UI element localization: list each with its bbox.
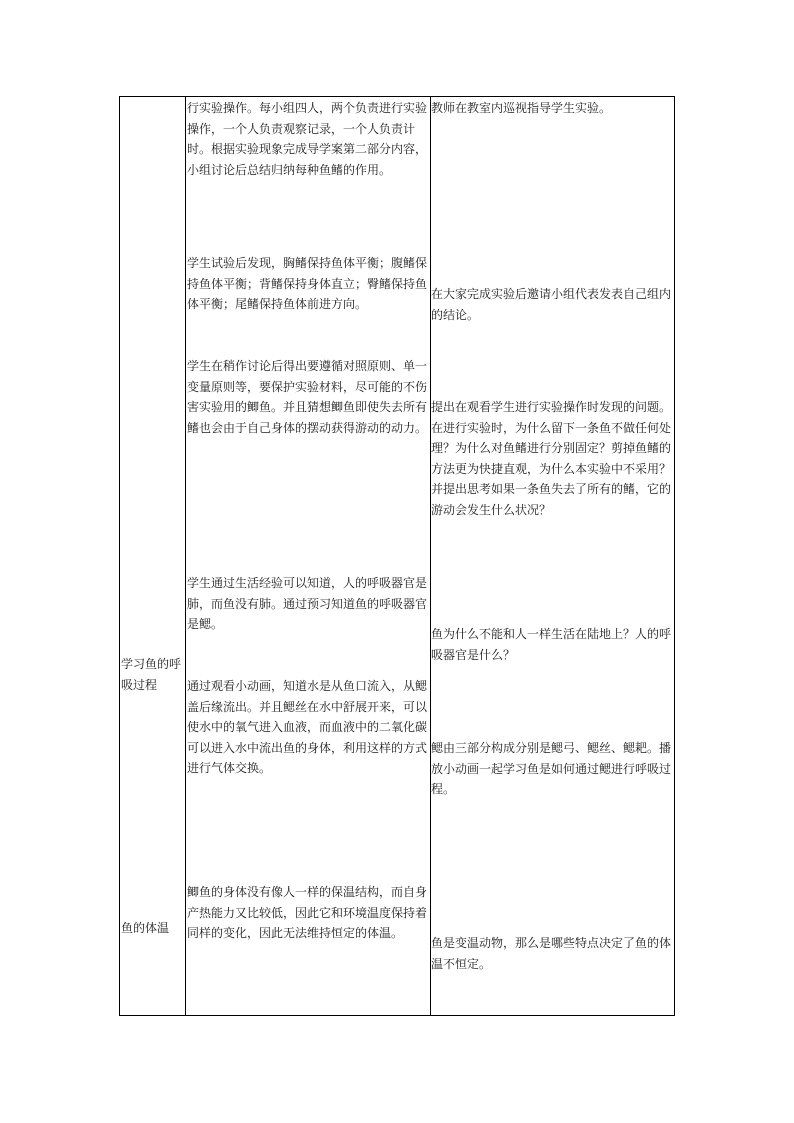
column-divider-2 — [430, 97, 431, 1015]
student-activity-text: 学生通过生活经验可以知道，人的呼吸器官是肺，而鱼没有肺。通过预习知道鱼的呼吸器官是鳃。 — [187, 576, 428, 631]
lesson-plan-table — [119, 96, 675, 1016]
section-title-respiration: 学习鱼的呼吸过程 — [121, 657, 182, 692]
student-activity-text: 学生试验后发现，胸鳍保持鱼体平衡；腹鳍保持鱼体平衡；背鳍保持身体直立；臀鳍保持鱼体平衡；尾鳍保持鱼体前进方向。 — [187, 256, 428, 311]
teacher-activity-text: 鱼是变温动物，那么是哪些特点决定了鱼的体温不恒定。 — [431, 936, 672, 971]
student-activity-text: 通过观看小动画，知道水是从鱼口流入，从鳃盖后缘流出。并且鳃丝在水中舒展开来，可以使水中的氧气进入血液，而血液中的二氧化碳可以进入水中流出鱼的身体，利用这样的方式进行气体交换。 — [187, 679, 428, 775]
teacher-activity-text: 教师在教室内巡视指导学生实验。 — [431, 101, 612, 115]
student-activity-text: 学生在稍作讨论后得出要遵循对照原则、单一变量原则等，要保护实验材料，尽可能的不伤害实验用的鲫鱼。并且猜想鲫鱼即使失去所有鳍也会由于自己身体的摆动获得游动的动力。 — [187, 359, 428, 435]
teacher-activity-text: 鱼为什么不能和人一样生活在陆地上？人的呼吸器官是什么？ — [431, 627, 672, 662]
student-activity-text: 行实验操作。每小组四人，两个负责进行实验操作，一个人负责观察记录，一个人负责计时。根据实验现象完成导学案第二部分内容，小组讨论后总结归纳每种鱼鳍的作用。 — [187, 101, 428, 177]
section-title-body-temperature: 鱼的体温 — [121, 921, 170, 935]
teacher-activity-text: 在大家完成实验后邀请小组代表发表自己组内的结论。 — [431, 287, 672, 322]
column-divider-1 — [185, 97, 186, 1015]
student-activity-text: 鲫鱼的身体没有像人一样的保温结构，而自身产热能力又比较低，因此它和环境温度保持着同样的变化，因此无法维持恒定的体温。 — [187, 885, 428, 940]
teacher-activity-text: 鳃由三部分构成分别是鳃弓、鳃丝、鳃耙。播放小动画一起学习鱼是如何通过鳃进行呼吸过程。 — [431, 741, 672, 796]
teacher-activity-text: 提出在观看学生进行实验操作时发现的问题。在进行实验时，为什么留下一条鱼不做任何处理？为什么对鱼鳍进行分别固定？剪掉鱼鳍的方法更为快捷直观，为什么本实验中不采用？并提出思考如果一条鱼失去了所有的鳍，它的游动会发生什么状况？ — [431, 400, 672, 517]
